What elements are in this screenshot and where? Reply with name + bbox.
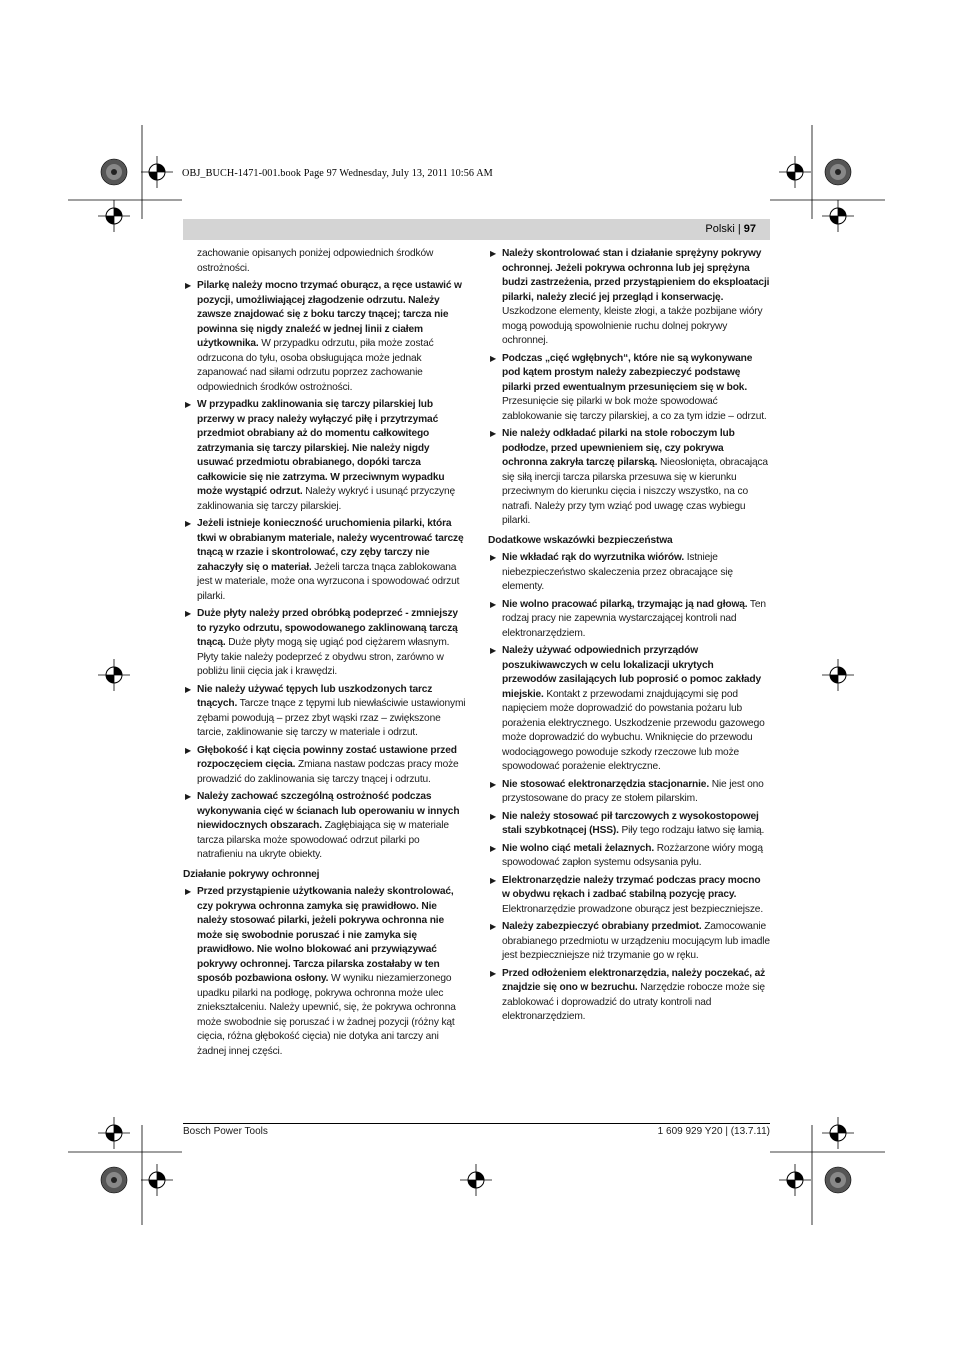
bullet-arrow-icon: ▶ xyxy=(490,249,497,258)
bullet-item xyxy=(183,790,466,863)
bullet-item xyxy=(183,398,466,514)
right-column xyxy=(488,247,770,1028)
bullet-item xyxy=(183,517,466,604)
bullet-arrow-icon: ▶ xyxy=(185,745,192,755)
bullet-arrow-icon: ▶ xyxy=(490,875,497,885)
bullet-item xyxy=(488,967,770,1025)
bullet-item xyxy=(488,247,770,349)
bullet-normal-text: Zamocowanie obrabianego przedmiotu w urządzeniu mocującym lub imadle jest bezpieczniejsze niż trzymanie go w ręku. xyxy=(502,921,770,961)
bullet-item xyxy=(488,352,770,425)
bullet-bold-text: Nie wolno ciąć metali żelaznych. xyxy=(502,842,655,854)
bullet-bold-text: W przypadku zaklinowania się tarczy pilarskiej lub przerwy w pracy należy wyłączyć piłę i przytrzymać przedmiot obrabiany aż do momentu całkowitego zatrzymania się tarczy pilarskiej. Nie należy nigdy usuwać przedmiotu obrabianego, dopóki tarcza całkowicie się nie zatrzyma. W przeciwnym wypadku może wystąpić odrzut. xyxy=(197,399,445,497)
bullet-item xyxy=(183,683,466,741)
header-language: Polski xyxy=(705,223,735,235)
bullet-normal-text: Duże płyty mogą się ugiąć pod ciężarem własnym. Płyty takie należy podeprzeć z obydwu stron, zarówno w pobliżu linii cięcia jak i krawędzi. xyxy=(197,637,450,677)
bullet-normal-text: Kontakt z przewodami znajdującymi się pod napięciem może doprowadzić do powstania pożaru lub porażenia elektrycznego. Uszkodzenie przewodu gazowego może doprowadzić do wybuchu. Wniknięcie do przewodu wodociągowego powoduje szkody rzeczowe lub może spowodować porażenie elektryczne. xyxy=(502,688,765,772)
page-number: 97 xyxy=(743,223,756,235)
bullet-normal-text: Należy wykryć i usunąć przyczynę zaklinowania się tarczy pilarskiej. xyxy=(197,486,455,512)
bullet-item xyxy=(488,427,770,529)
bullet-normal-text: Elektronarzędzie prowadzone oburącz jest bezpieczniejsze. xyxy=(502,903,764,915)
bullet-bold-text: Należy zachować szczególną ostrożność podczas wykonywania cięć w ścianach lub operowaniu w innych niewidocznych obszarach. xyxy=(197,791,460,831)
bullet-normal-text: Nieosłonięta, obracająca się siłą inercji tarcza pilarska przesuwa się w kierunku przeciwnym do kierunku cięcia i niszczy wszystko, na co natrafi. Należy przy tym wziąć pod uwagę czas wybiegu pilarki. xyxy=(502,457,768,526)
bullet-normal-text: Zagłębiająca się w materiale tarcza pilarska może spowodować odrzut pilarki po natrafieniu na ukryte obiekty. xyxy=(197,820,449,860)
bullet-bold-text: Należy skontrolować stan i działanie sprężyny pokrywy ochronnej. Jeżeli pokrywa ochronna lub jej sprężyna budzi zastrzeżenia, przed przystąpieniem do eksploatacji pilarki, należy zlecić jej przegląd i konserwację. xyxy=(502,248,770,303)
bullet-arrow-icon: ▶ xyxy=(490,968,497,978)
bullet-bold-text: Przed odłożeniem elektronarzędzia, należy poczekać, aż znajdzie się ono w bezruchu. xyxy=(502,967,766,993)
bullet-normal-text: Przesunięcie się pilarki w bok może spowodować zablokowanie się tarczy pilarskiej, a co za tym idzie – odrzut. xyxy=(502,396,767,422)
bullet-normal-text: Zmiana nastaw podczas pracy może prowadzić do zaklinowania się tarczy tnącej i odrzutu. xyxy=(197,759,459,785)
left-item-list-2 xyxy=(183,885,466,1059)
bullet-normal-text: Rozżarzone wióry mogą spowodować zapłon systemu odsysania pyłu. xyxy=(502,842,763,868)
bullet-bold-text: Głębokość i kąt cięcia powinny zostać ustawione przed rozpoczęciem cięcia. xyxy=(197,744,457,770)
bullet-bold-text: Pilarkę należy mocno trzymać oburącz, a ręce ustawić w pozycji, umożliwiającej złagodzenie odrzutu. Należy zawsze znajdować się z boku tarczy tnącej; tarcza nie powinna się nigdy znaleźć w jednej linii z ciałem użytkownika. xyxy=(197,280,462,349)
header-separator: | xyxy=(737,223,741,235)
bullet-normal-text: Piły tego rodzaju łatwo się łamią. xyxy=(618,825,765,836)
section-heading-additional: Dodatkowe wskazówki bezpieczeństwa xyxy=(488,534,673,546)
bullet-arrow-icon: ▶ xyxy=(185,887,192,896)
footer-doc-number: 1 609 929 Y20 | (13.7.11) xyxy=(657,1126,770,1137)
bullet-arrow-icon: ▶ xyxy=(185,792,192,801)
bullet-normal-text: Narzędzie robocze może się zablokować i doprowadzić do utraty kontroli nad elektronarzędziem. xyxy=(502,982,765,1022)
bullet-item xyxy=(488,778,770,807)
bullet-bold-text: Duże płyty należy przed obróbką podeprzeć - zmniejszy to ryzyko odrzutu, spowodowanego zaklinowaną tarczą tnącą. xyxy=(197,608,458,648)
bullet-arrow-icon: ▶ xyxy=(490,646,497,655)
bullet-arrow-icon: ▶ xyxy=(185,400,192,409)
footer-brand: Bosch Power Tools xyxy=(183,1126,268,1137)
bullet-normal-text: Nie jest ono przystosowane do pracy ze stołem pilarskim. xyxy=(502,778,764,804)
intro-text: zachowanie opisanych poniżej odpowiednich środków ostrożności. xyxy=(197,248,434,274)
bullet-bold-text: Podczas „cięć wgłębnych“, które nie są wykonywane pod kątem prostym należy zabezpieczyć podstawę pilarki przed ewentualnym przesunięciem się w bok. xyxy=(502,352,753,393)
bullet-normal-text: Ten rodzaj pracy nie zapewnia wystarczającej kontroli nad elektronarzędziem. xyxy=(502,598,766,639)
bullet-arrow-icon: ▶ xyxy=(490,553,497,562)
bullet-arrow-icon: ▶ xyxy=(490,353,497,363)
bullet-bold-text: Nie należy używać tępych lub uszkodzonych tarcz tnących. xyxy=(197,683,433,709)
bullet-bold-text: Elektronarzędzie należy trzymać podczas pracy mocno w obydwu rękach i zadbać stabilną pozycję pracy. xyxy=(502,874,761,900)
bullet-item xyxy=(183,607,466,680)
bullet-arrow-icon: ▶ xyxy=(490,843,497,853)
bullet-arrow-icon: ▶ xyxy=(490,429,497,438)
bullet-item xyxy=(488,644,770,775)
bullet-bold-text: Nie wolno pracować pilarką, trzymając ją nad głową. xyxy=(502,598,748,610)
bullet-item xyxy=(488,842,770,871)
bullet-item xyxy=(183,744,466,788)
bullet-arrow-icon: ▶ xyxy=(490,922,497,931)
header-label xyxy=(705,223,756,235)
bullet-item xyxy=(488,810,770,839)
left-item-list xyxy=(183,279,466,863)
bullet-arrow-icon: ▶ xyxy=(490,599,497,609)
bullet-bold-text: Należy używać odpowiednich przyrządów poszukiwawczych w celu lokalizacji ukrytych przewodów zasilających lub poprosić o pomoc zakłady miejskie. xyxy=(502,645,761,700)
bullet-normal-text: W wyniku niezamierzonego upadku pilarki na podłogę, pokrywa ochronna może ulec zniekształceniu. Należy upewnić, się, że pokrywa ochronna może swobodnie się poruszać i w żadnej pozycji (różny kąt cięcia, różna głębokość cięcia) nie dotyka ani tarczy ani żadnej innej części. xyxy=(197,973,456,1057)
bullet-normal-text: Tarcze tnące z tępymi lub niewłaściwie ustawionymi zębami powodują – przez zbyt wąski rzaz – zwiększone tarcie, zaklinowanie się tarczy w materiale i odrzut. xyxy=(197,698,466,738)
bullet-arrow-icon: ▶ xyxy=(185,684,192,694)
footer-divider xyxy=(183,1123,770,1124)
bullet-normal-text: Jeżeli tarcza tnąca zablokowana jest w materiale, może ona wyrzucona i spowodować odrzut pilarki. xyxy=(197,561,460,602)
bullet-item xyxy=(488,920,770,964)
bullet-arrow-icon: ▶ xyxy=(490,811,497,821)
bullet-bold-text: Nie wkładać rąk do wyrzutnika wiórów. xyxy=(502,552,685,563)
bullet-item xyxy=(488,551,770,595)
bullet-arrow-icon: ▶ xyxy=(185,519,192,528)
page-header xyxy=(183,219,770,240)
bullet-bold-text: Nie należy odkładać pilarki na stole roboczym lub podłodze, przed upewnieniem się, czy pokrywa ochronna zakryła tarczę pilarską. xyxy=(502,428,735,468)
bullet-item xyxy=(183,885,466,1059)
bullet-bold-text: Należy zabezpieczyć obrabiany przedmiot. xyxy=(502,921,702,932)
bullet-bold-text: Nie stosować elektronarzędzia stacjonarnie. xyxy=(502,778,710,790)
bullet-item xyxy=(488,874,770,918)
bullet-arrow-icon: ▶ xyxy=(185,609,192,618)
left-column xyxy=(183,247,466,1062)
bullet-bold-text: Jeżeli istnieje konieczność uruchomienia pilarki, która tkwi w obrabianym materiale, należy wycentrować tarczę tnącą w rzazie i skontrolować, czy zęby tarczy nie zahaczyły się o materiał. xyxy=(197,518,464,573)
bullet-bold-text: Nie należy stosować pił tarczowych z wysokostopowej stali szybkotnącej (HSS). xyxy=(502,810,759,836)
right-item-list-2 xyxy=(488,551,770,1025)
bullet-arrow-icon: ▶ xyxy=(490,779,497,789)
bullet-normal-text: W przypadku odrzutu, piła może zostać odrzucona do tyłu, osoba obsługująca może jednak zapanować nad siłami odrzutu poprzez zachowanie odpowiednich środków ostrożności. xyxy=(197,338,434,393)
bullet-item xyxy=(183,279,466,395)
bullet-arrow-icon: ▶ xyxy=(185,281,192,290)
bullet-item xyxy=(488,598,770,642)
bullet-normal-text: Istnieje niebezpieczeństwo skaleczenia przez obracające się elementy. xyxy=(502,552,733,592)
section-heading-guard: Działanie pokrywy ochronnej xyxy=(183,868,320,880)
bullet-bold-text: Przed przystąpienie użytkowania należy skontrolować, czy pokrywa ochronna zamyka się prawidłowo. Nie należy stosować pilarki, jeżeli pokrywa ochronna nie może się swobodnie poruszać i nie zamyka się prawidłowo. Nie wolno blokować ani przywiązywać pokrywy ochronnej. Tarcza pilarska zostałaby w ten sposób pozbawiona osłony. xyxy=(197,886,454,984)
print-slug: OBJ_BUCH-1471-001.book Page 97 Wednesday, July 13, 2011 10:56 AM xyxy=(182,168,493,179)
right-item-list xyxy=(488,247,770,529)
bullet-normal-text: Uszkodzone elementy, kleiste złogi, a także pozbijane wióry mogą powodują spowolnienie ruchu dolnej pokrywy ochronnej. xyxy=(502,306,763,346)
